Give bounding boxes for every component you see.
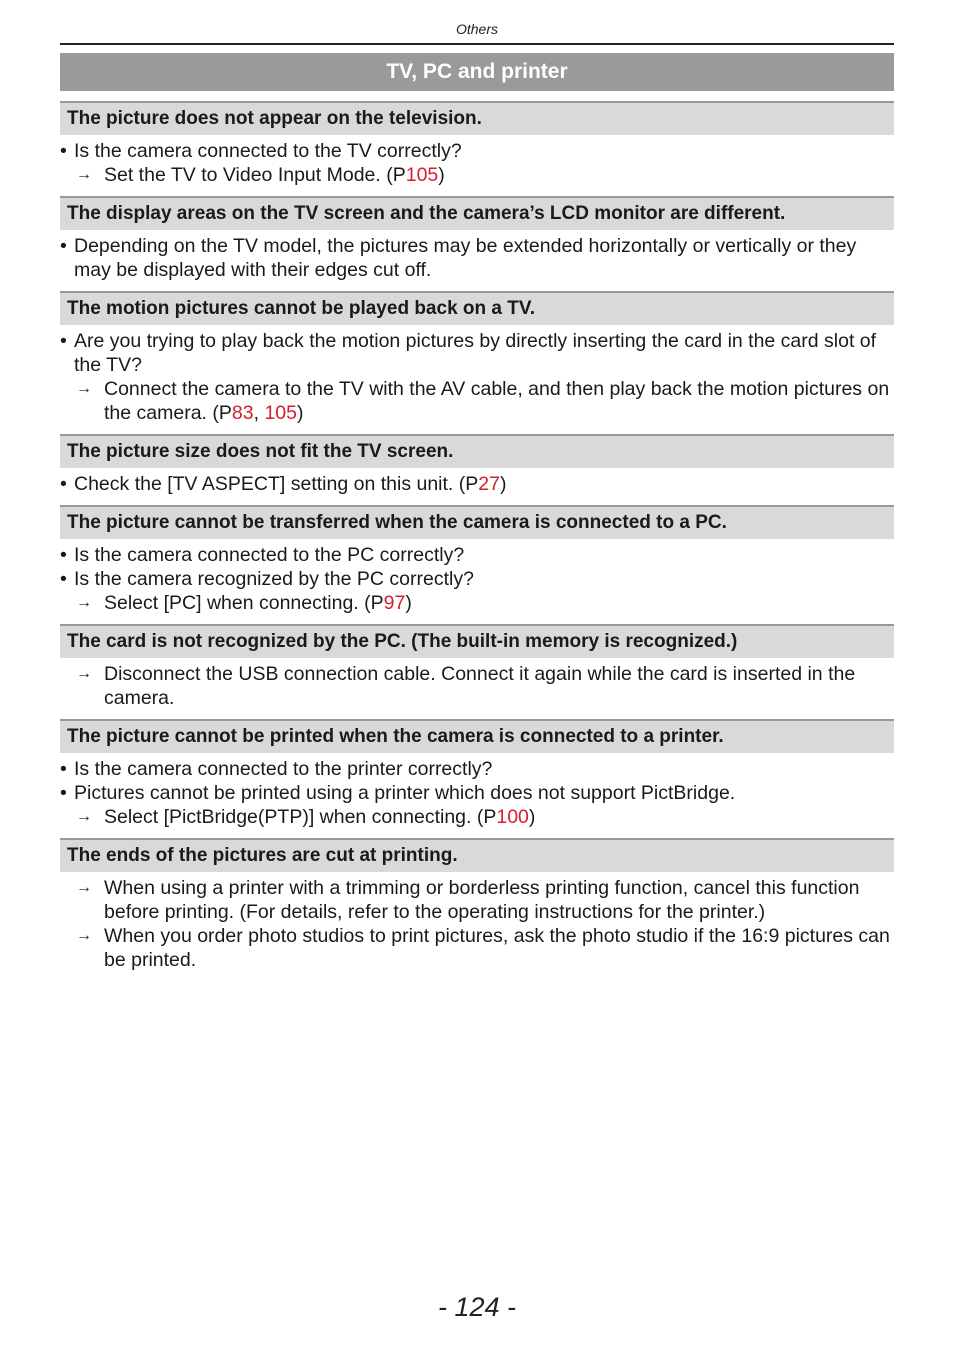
bullet-item [60, 234, 894, 282]
section-banner: TV, PC and printer [60, 53, 894, 91]
bullet-marker: • [60, 758, 67, 780]
arrow-item [60, 662, 894, 710]
item-suffix: ) [528, 806, 536, 828]
item-text: Pictures cannot be printed using a printer which does not support PictBridge. [74, 782, 736, 804]
issue-title: The card is not recognized by the PC. (The built-in memory is recognized.) [60, 624, 894, 658]
arrow-item [60, 377, 894, 425]
arrow-marker: → [76, 879, 92, 896]
issue-block [60, 624, 894, 710]
bullet-marker: • [60, 473, 67, 495]
section-label: Others [455, 21, 498, 37]
issue-block [60, 838, 894, 972]
page-reference-link[interactable]: 105 [264, 402, 297, 424]
page-reference-link[interactable]: 83 [231, 402, 254, 424]
issue-body [60, 325, 894, 425]
issue-title: The ends of the pictures are cut at printing. [60, 838, 894, 872]
bullet-item [60, 567, 894, 591]
item-suffix: ) [438, 164, 445, 186]
issue-block [60, 434, 894, 496]
bullet-item [60, 472, 894, 496]
issue-body [60, 753, 894, 829]
issue-block [60, 505, 894, 615]
bullet-marker: • [60, 568, 67, 590]
arrow-marker: → [76, 594, 92, 611]
item-text: Is the camera connected to the printer correctly? [74, 758, 493, 780]
arrow-item [60, 876, 894, 924]
bullet-item [60, 139, 894, 163]
issue-body [60, 539, 894, 615]
bullet-marker: • [60, 782, 67, 804]
arrow-item [60, 591, 894, 615]
issue-block [60, 101, 894, 187]
bullet-marker: • [60, 235, 67, 257]
issue-body [60, 872, 894, 972]
item-suffix: ) [296, 402, 304, 424]
item-text: Set the TV to Video Input Mode. (P [104, 164, 406, 186]
issue-title: The picture cannot be transferred when the camera is connected to a PC. [60, 505, 894, 539]
issue-body [60, 468, 894, 496]
page-reference-link[interactable]: 27 [478, 473, 500, 495]
arrow-marker: → [76, 380, 92, 397]
header-rule [60, 43, 894, 45]
item-text: Check the [TV ASPECT] setting on this unit. (P [74, 473, 479, 495]
issue-body [60, 658, 894, 710]
bullet-marker: • [60, 544, 67, 566]
issue-block [60, 291, 894, 425]
item-suffix: ) [405, 592, 412, 614]
arrow-marker: → [76, 927, 92, 944]
issue-list [60, 101, 894, 981]
page-reference-link[interactable]: 105 [405, 164, 439, 186]
page-reference-link[interactable]: 100 [496, 806, 529, 828]
item-text: Disconnect the USB connection cable. Connect it again while the card is inserted in the camera. [104, 663, 856, 709]
issue-title: The picture cannot be printed when the camera is connected to a printer. [60, 719, 894, 753]
issue-title: The motion pictures cannot be played back on a TV. [60, 291, 894, 325]
bullet-item [60, 757, 894, 781]
issue-body [60, 135, 894, 187]
item-text: Is the camera connected to the TV correctly? [74, 140, 462, 162]
item-text: Is the camera connected to the PC correctly? [74, 544, 465, 566]
arrow-item [60, 805, 894, 829]
bullet-item [60, 781, 894, 805]
arrow-marker: → [76, 166, 92, 183]
arrow-marker: → [76, 808, 92, 825]
item-text: Depending on the TV model, the pictures may be extended horizontally or vertically or they may be displayed with their edges cut off. [74, 235, 857, 281]
ref-separator: , [253, 402, 265, 424]
issue-block [60, 719, 894, 829]
bullet-marker: • [60, 330, 67, 352]
arrow-marker: → [76, 665, 92, 682]
item-text: Select [PC] when connecting. (P [104, 592, 384, 614]
issue-block [60, 196, 894, 282]
bullet-marker: • [60, 140, 67, 162]
page-reference-link[interactable]: 97 [383, 592, 406, 614]
issue-title: The picture size does not fit the TV screen. [60, 434, 894, 468]
item-text: Is the camera recognized by the PC correctly? [74, 568, 474, 590]
item-text: Connect the camera to the TV with the AV cable, and then play back the motion pictures on the camera. (P [104, 378, 890, 424]
bullet-item [60, 329, 894, 377]
item-text: When you order photo studios to print pictures, ask the photo studio if the 16:9 pictures can be printed. [104, 925, 890, 971]
item-text: When using a printer with a trimming or borderless printing function, cancel this function before printing. (For details, refer to the operating instructions for the printer.) [104, 877, 860, 923]
issue-body [60, 230, 894, 282]
arrow-item [60, 163, 894, 187]
item-text: Select [PictBridge(PTP)] when connecting. (P [104, 806, 497, 828]
arrow-item [60, 924, 894, 972]
item-suffix: ) [499, 473, 507, 495]
page-number: - 124 - [437, 1292, 517, 1322]
issue-title: The display areas on the TV screen and the camera’s LCD monitor are different. [60, 196, 894, 230]
item-text: Are you trying to play back the motion pictures by directly inserting the card in the card slot of the TV? [74, 330, 877, 376]
issue-title: The picture does not appear on the television. [60, 101, 894, 135]
bullet-item [60, 543, 894, 567]
